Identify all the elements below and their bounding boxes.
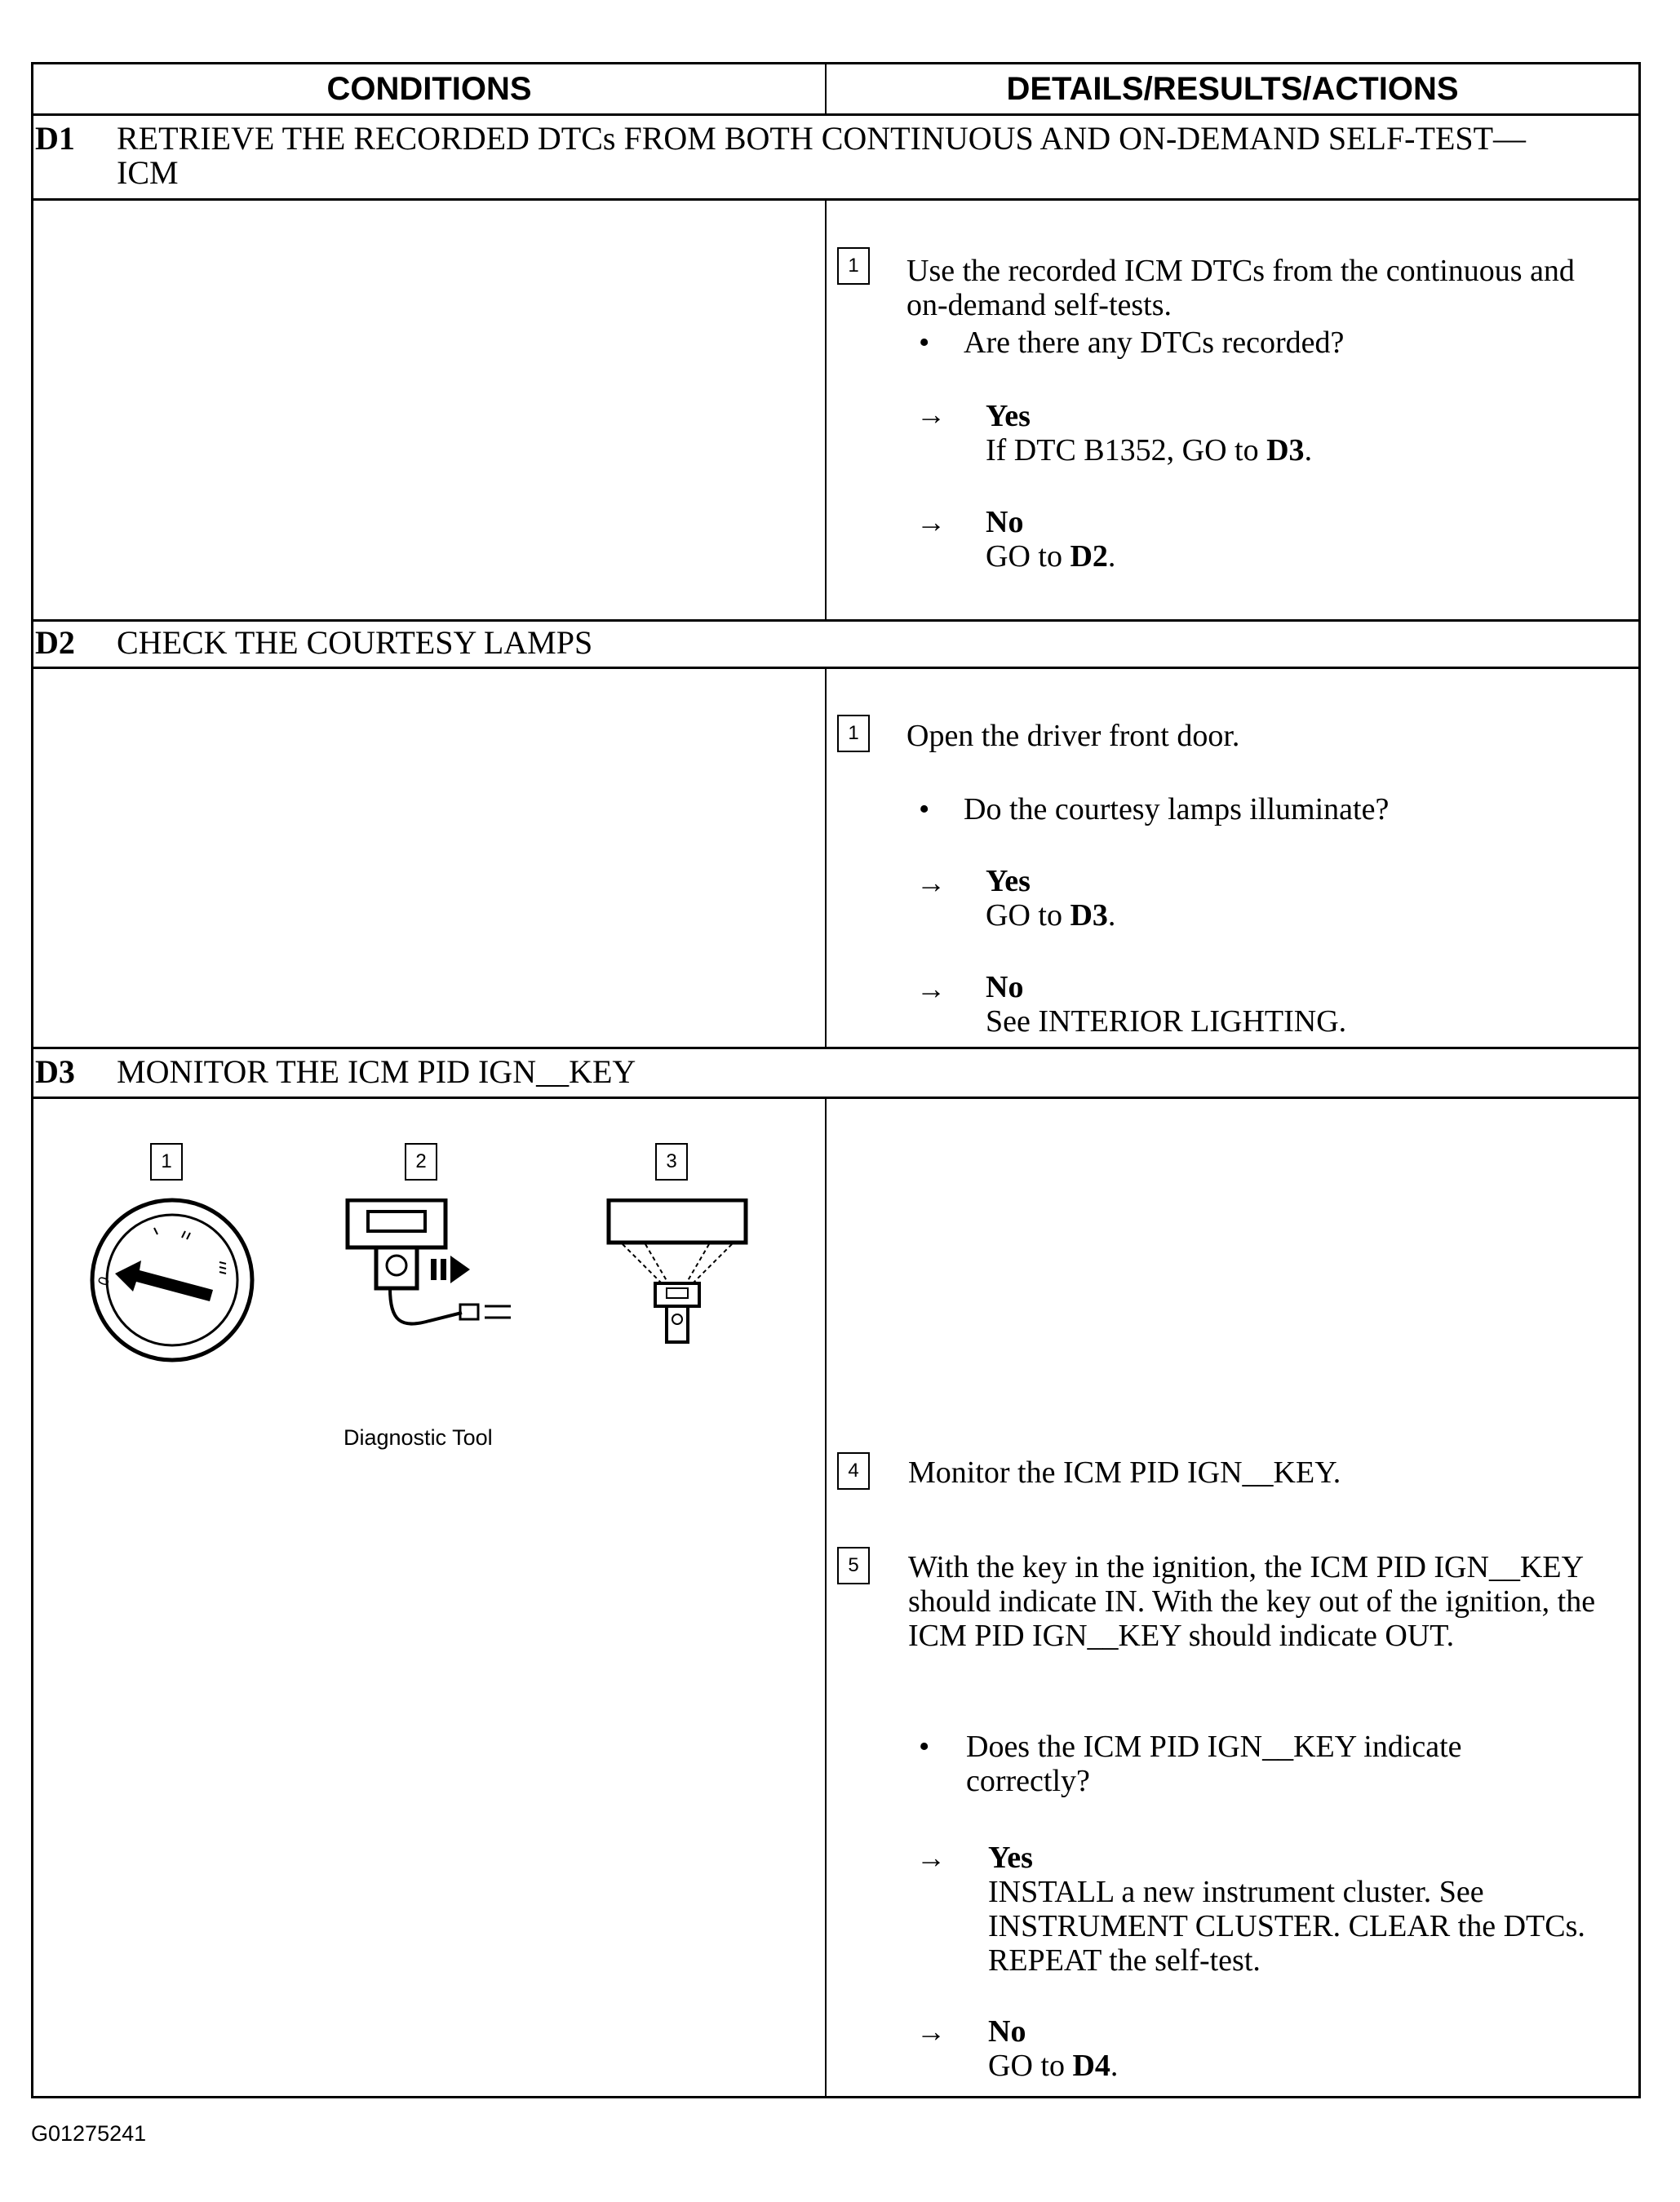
yes-result: Yes GO to D3. — [986, 864, 1622, 933]
yes-text: If DTC B1352, GO to — [986, 433, 1267, 467]
divider — [33, 667, 1638, 669]
action-text: Use the recorded ICM DTCs from the continuous and on-demand self-tests. — [906, 254, 1575, 322]
figure-number: 3 — [655, 1143, 688, 1181]
action-number: 1 — [837, 715, 870, 752]
yes-text: INSTALL a new instrument cluster. See INSTRUMENT CLUSTER. CLEAR the DTCs. REPEAT the self-test. — [988, 1875, 1585, 1978]
action-number: 4 — [837, 1452, 870, 1490]
no-text: GO to — [988, 2049, 1073, 2083]
arrow-icon: → — [916, 2015, 946, 2048]
column-divider — [825, 64, 827, 113]
no-label: No — [986, 505, 1024, 539]
step-title: RETRIEVE THE RECORDED DTCs FROM BOTH CONTINUOUS AND ON-DEMAND SELF-TEST—ICM — [117, 120, 1527, 191]
arrow-icon: → — [916, 506, 946, 538]
action-text: Monitor the ICM PID IGN__KEY. — [908, 1455, 1341, 1490]
question-text: Do the courtesy lamps illuminate? — [964, 792, 1390, 826]
bullet: • — [919, 792, 930, 826]
bullet: • — [919, 1730, 930, 1764]
svg-text:0: 0 — [94, 1274, 113, 1288]
action-text: With the key in the ignition, the ICM PID IGN__KEY should indicate IN. With the key out of the ignition, the ICM PID IGN__KEY should indicate OUT. — [908, 1550, 1596, 1653]
figure-number: 2 — [405, 1143, 437, 1181]
no-text: See INTERIOR LIGHTING. — [986, 1004, 1347, 1039]
arrow-icon: → — [916, 1841, 946, 1874]
divider — [33, 1047, 1638, 1049]
no-result: No GO to D2. — [986, 505, 1622, 574]
divider — [33, 619, 1638, 622]
yes-label: Yes — [986, 864, 1031, 898]
figure-id: G01275241 — [31, 2121, 147, 2146]
question-text: Does the ICM PID IGN__KEY indicate correctly? — [966, 1730, 1462, 1798]
yes-label: Yes — [986, 399, 1031, 433]
goto-target: D4 — [1072, 2049, 1110, 2083]
arrow-icon: → — [916, 866, 946, 899]
yes-result: Yes If DTC B1352, GO to D3. — [986, 399, 1622, 467]
column-divider — [825, 198, 827, 619]
ignition-switch-icon — [82, 1190, 262, 1370]
goto-target: D3 — [1266, 433, 1305, 467]
arrow-icon: → — [916, 973, 946, 1005]
arrow-icon: → — [916, 398, 946, 431]
goto-target: D3 — [1070, 898, 1108, 933]
yes-label: Yes — [988, 1841, 1033, 1875]
column-divider — [825, 667, 827, 1047]
no-label: No — [986, 970, 1024, 1004]
step-title: CHECK THE COURTESY LAMPS — [117, 624, 593, 661]
no-text: GO to — [986, 539, 1071, 574]
divider — [33, 1097, 1638, 1099]
divider — [33, 113, 1638, 116]
no-result: No GO to D4. — [988, 2014, 1608, 2083]
diagnostic-table — [31, 62, 1641, 2098]
action-number: 5 — [837, 1547, 870, 1584]
no-result — [986, 970, 1622, 1039]
goto-target: D2 — [1070, 539, 1108, 574]
figure-number: 1 — [150, 1143, 183, 1181]
step-code: D2 — [35, 624, 75, 661]
divider — [33, 198, 1638, 201]
action-text: Open the driver front door. — [906, 719, 1240, 753]
step-code: D3 — [35, 1053, 75, 1090]
question-text: Are there any DTCs recorded? — [964, 326, 1345, 360]
details-header: DETAILS/RESULTS/ACTIONS — [1006, 70, 1459, 107]
yes-text: GO to — [986, 898, 1071, 933]
data-link-connector-icon — [605, 1198, 751, 1386]
column-divider — [825, 1097, 827, 2098]
step-title: MONITOR THE ICM PID IGN__KEY — [117, 1053, 636, 1090]
step-code: D1 — [35, 120, 75, 157]
yes-result — [988, 1841, 1608, 1978]
action-number: 1 — [837, 247, 870, 285]
conditions-header: CONDITIONS — [326, 70, 532, 107]
figure-label: Diagnostic Tool — [344, 1425, 493, 1450]
bullet: • — [919, 326, 930, 360]
no-label: No — [988, 2014, 1026, 2049]
diagnostic-tool-icon — [339, 1198, 535, 1386]
